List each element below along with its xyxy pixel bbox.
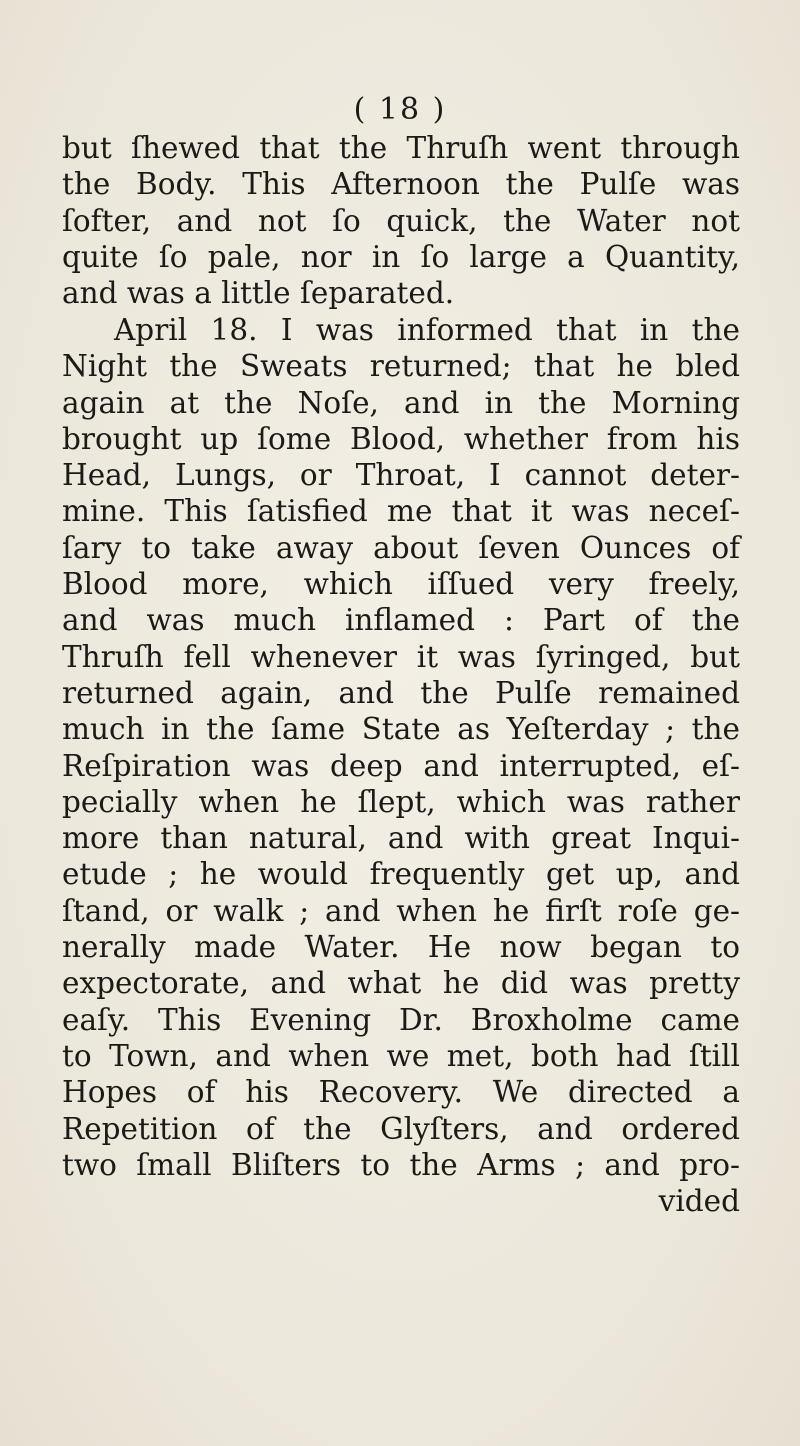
text-line: brought up ſome Blood, whether from his — [62, 421, 740, 456]
text-line: Head, Lungs, or Throat, I cannot deter- — [62, 458, 740, 493]
text-line: expectorate, and what he did was pretty — [62, 966, 740, 1001]
text-line: two ſmall Bliſters to the Arms ; and pro- — [62, 1147, 740, 1182]
text-line: again at the Noſe, and in the Morning — [62, 385, 740, 420]
catchword: vided — [658, 1184, 740, 1219]
text-line: and was much inflamed : Part of the — [62, 603, 740, 638]
text-line: Blood more, which iſſued very freely, — [62, 567, 740, 602]
text-line: pecially when he ſlept, which was rather — [62, 784, 740, 819]
text-line: more than natural, and with great Inqui- — [62, 821, 740, 856]
page-number: ( 18 ) — [353, 92, 447, 127]
text-line: eaſy. This Evening Dr. Broxholme came — [62, 1002, 740, 1037]
text-line: Hopes of his Recovery. We directed a — [62, 1075, 740, 1110]
text-line: nerally made Water. He now began to — [62, 930, 740, 965]
text-line: quite ſo pale, nor in ſo large a Quantity, — [62, 239, 740, 274]
text-line: etude ; he would frequently get up, and — [62, 857, 740, 892]
text-line: to Town, and when we met, both had ſtill — [62, 1038, 740, 1073]
text-line: mine. This ſatisfied me that it was neceſ- — [62, 494, 740, 529]
text-line: and was a little ſeparated. — [62, 276, 455, 311]
text-line: much in the ſame State as Yeſterday ; the — [62, 712, 740, 747]
text-line: Repetition of the Glyſters, and ordered — [62, 1111, 740, 1146]
text-line: ſofter, and not ſo quick, the Water not — [62, 203, 740, 238]
text-line: but ſhewed that the Thruſh went through — [62, 131, 740, 165]
text-line: Reſpiration was deep and interrupted, eſ- — [62, 748, 740, 783]
text-line: Night the Sweats returned; that he bled — [62, 349, 740, 384]
paragraph-1 — [62, 130, 740, 311]
text-line: April 18. I was informed that in the — [114, 313, 740, 347]
text-line: ſary to take away about ſeven Ounces of — [62, 530, 740, 565]
text-line: the Body. This Afternoon the Pulſe was — [62, 167, 740, 202]
text-line: returned again, and the Pulſe remained — [62, 675, 740, 710]
text-line: ſtand, or walk ; and when he firſt roſe ge- — [62, 893, 740, 928]
text-line: Thruſh fell whenever it was ſyringed, but — [62, 639, 740, 674]
paragraph-2 — [62, 312, 740, 1219]
